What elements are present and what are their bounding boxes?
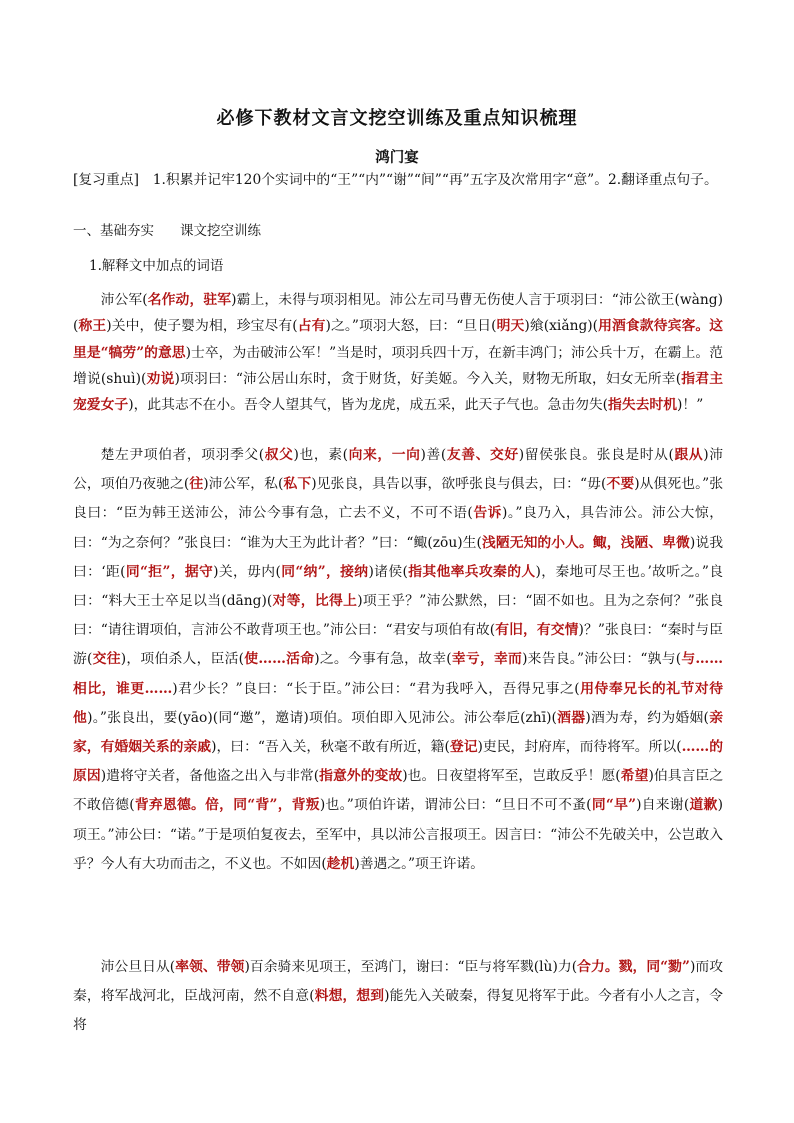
- paragraph: [73, 953, 723, 1040]
- passage-text: )也，素(: [293, 447, 349, 463]
- gloss-annotation: 私下: [283, 476, 312, 493]
- passage-text: )从俱死也。”张良曰：“臣为韩王送沛公，沛公今事有急，亡去不义，不可不语(: [73, 476, 724, 522]
- passage-text: 楚左尹项伯者，项羽季父(: [100, 447, 265, 463]
- gloss-annotation: 劝说: [146, 370, 175, 387]
- passage-text: )善遇之。”项王许诺。: [354, 855, 485, 872]
- gloss-annotation: 用侍奉兄长的礼节对待他: [73, 680, 724, 726]
- passage-text: )。”张良出，要(yāo)(同“邀”，邀请)项伯。项伯即入见沛公。沛公奉卮(zhī)(: [87, 709, 557, 726]
- passage-text: )项王乎？”沛公默然，曰：“固不如也。且为之奈何？”张良曰：“请往谓项伯，言沛公不敢背项王也。”沛公曰：“君安与项伯有故(: [73, 593, 724, 639]
- passage-text: )而攻秦，将军战河北，臣战河南，然不自意(: [73, 959, 724, 1004]
- gloss-annotation: 登记: [449, 739, 478, 756]
- gloss-annotation: 交往: [92, 651, 121, 668]
- passage-text: )诸侯(: [368, 563, 408, 580]
- passage-text: )项王。”沛公曰：“诺。”于是项伯复夜去，至军中，具以沛公言报项王。因言曰：“沛公不先破关中，公岂敢入乎？今人有大功而击之，不义也。不如因(: [73, 797, 724, 872]
- passage-text: )，曰：“吾入关，秋毫不敢有所近，籍(: [211, 739, 450, 756]
- gloss-annotation: 往: [189, 476, 204, 493]
- gloss-annotation: 趁机: [326, 855, 355, 872]
- section-heading-main: 一、基础夯实: [73, 223, 154, 239]
- gloss-annotation: 明天: [496, 318, 525, 335]
- gloss-annotation: 料想，想到: [314, 988, 385, 1004]
- passage-text: )，项伯杀人，臣活(: [120, 651, 245, 668]
- gloss-annotation: 占有: [297, 318, 326, 335]
- gloss-annotation: 道歉: [689, 797, 718, 814]
- gloss-annotation: 名作动，驻军: [147, 292, 232, 308]
- passage-text: )！”: [677, 397, 704, 414]
- passage-text: 沛公旦日从(: [100, 959, 176, 975]
- passage-text: )百余骑来见项王，至鸿门，谢曰：“臣与将军戮(lù)力(: [244, 959, 578, 975]
- gloss-annotation: 率领、带领: [175, 959, 245, 975]
- passage-text: )伯具言臣之不敢倍德(: [73, 768, 724, 814]
- lesson-title: 鸿门宴: [375, 149, 419, 166]
- gloss-annotation: 希望: [620, 768, 649, 785]
- passage-text: )善(: [420, 447, 447, 463]
- passage-text: )沛公，项伯乃夜驰之(: [73, 447, 724, 493]
- gloss-annotation: 称王: [78, 318, 107, 335]
- passage-text: )也。”项伯许诺，谓沛公曰：“旦日不可不蚤(: [319, 797, 592, 814]
- task-instruction: 1.解释文中加点的词语: [89, 258, 224, 274]
- passage-text: )关中，使子婴为相，珍宝尽有(: [106, 318, 298, 335]
- passage-text: )也。日夜望将军至，岂敢反乎！愿(: [402, 768, 621, 785]
- gloss-annotation: ……的原因: [73, 739, 724, 785]
- passage-text: )见张良，具告以事，欲呼张良与俱去，曰：“毋(: [311, 476, 607, 493]
- document-title: 必修下教材文言文挖空训练及重点知识梳理: [216, 108, 578, 129]
- gloss-annotation: 酒器: [556, 709, 586, 726]
- section-heading: [73, 219, 723, 244]
- gloss-annotation: 不要: [606, 476, 635, 493]
- passage-text: )，秦地可尽王也。’故听之。”良曰：“料大王士卒足以当(dāng)(: [73, 563, 724, 610]
- review-focus: [复习重点] 1.积累并记牢120个实词中的“王”“内”“谢”“间”“再”五字及次常用字“意”。2.翻译重点句子。: [73, 172, 718, 188]
- gloss-annotation: 指君主宠爱女子: [73, 370, 724, 414]
- gloss-annotation: 同“早”: [591, 797, 637, 814]
- passage-text: )。”良乃入，具告沛公。沛公大惊，曰：“为之奈何？”张良曰：“谁为大王为此计者？”曰：“鲰(zōu)生(: [73, 505, 723, 551]
- passage-text: )自来谢(: [636, 797, 690, 814]
- gloss-annotation: 使……活命: [244, 651, 315, 668]
- passage-text: )吏民，封府库，而待将军。所以(: [477, 739, 682, 756]
- gloss-annotation: 同“拒”，据守: [125, 563, 214, 580]
- passage-text: )，此其志不在小。吾令人望其气，皆为龙虎，成五采，此天子气也。急击勿失(: [128, 397, 609, 414]
- passage-text: )留侯张良。张良是时从(: [518, 447, 674, 463]
- passage-text: )飨(xiǎng)(: [524, 318, 599, 335]
- gloss-annotation: 幸亏，幸而: [451, 651, 523, 668]
- passage-text: )沛公军，私(: [203, 476, 284, 493]
- gloss-annotation: 对等，比得上: [272, 593, 358, 610]
- gloss-annotation: 合力。戮，同“勠”: [577, 959, 690, 975]
- passage-text: )之。今事有急，故幸(: [314, 651, 452, 668]
- passage-text: )能先入关破秦，得复见将军于此。今者有小人之言，令将: [73, 988, 724, 1033]
- gloss-annotation: 有旧，有交情: [495, 622, 579, 639]
- passage-text: )之。”项羽大怒，曰：“旦日(: [325, 318, 497, 335]
- paragraph: [73, 287, 723, 418]
- passage-text: )士卒，为击破沛公军！”当是时，项羽兵四十万，在新丰鸿门；沛公兵十万，在霸上。范增说(shuì)(: [73, 344, 723, 387]
- section-heading-sub: 课文挖空训练: [180, 223, 261, 239]
- gloss-annotation: 指其他率兵攻秦的人: [407, 563, 536, 580]
- gloss-annotation: 与……相比，谁更……: [73, 651, 724, 697]
- passage-text: )酒为寿，约为婚姻(: [585, 709, 709, 726]
- gloss-annotation: 叔父: [264, 447, 294, 463]
- gloss-annotation: 指失去时机: [608, 397, 678, 414]
- passage-text: )来告良。”沛公曰：“孰与(: [522, 651, 682, 668]
- passage-text: )霸上，未得与项羽相见。沛公左司马曹无伤使人言于项羽曰：“沛公欲王(wàng)(: [73, 292, 724, 335]
- gloss-annotation: 告诉: [472, 505, 503, 522]
- gloss-annotation: 跟从: [673, 447, 704, 463]
- paragraph: [73, 441, 723, 879]
- gloss-annotation: 指意外的变故: [319, 768, 403, 785]
- gloss-annotation: 友善、交好: [446, 447, 519, 463]
- gloss-annotation: 亲家，有婚姻关系的亲戚: [73, 709, 724, 756]
- gloss-annotation: 浅陋无知的小人。鲰，浅陋、卑微: [481, 534, 690, 551]
- passage-text: )项羽曰：“沛公居山东时，贪于财货，好美姬。今入关，财物无所取，妇女无所幸(: [174, 370, 682, 387]
- gloss-annotation: 向来，一向: [348, 447, 421, 463]
- passage-text: )说我曰：‘距(: [73, 534, 724, 580]
- passage-text: )君少长？”良曰：“长于臣。”沛公曰：“君为我呼入，吾得兄事之(: [172, 680, 580, 697]
- gloss-annotation: 同“纳”，接纳: [280, 563, 369, 580]
- gloss-annotation: 背弃恩德。倍，同“背”，背叛: [134, 797, 320, 814]
- passage-text: 沛公军(: [100, 292, 148, 308]
- passage-text: )关，毋内(: [213, 563, 281, 580]
- gloss-annotation: 用酒食款待宾客。这里是“犒劳”的意思: [73, 318, 724, 361]
- passage-text: )遣将守关者，备他盗之出入与非常(: [100, 768, 320, 785]
- passage-text: )？”张良曰：“秦时与臣游(: [73, 622, 723, 668]
